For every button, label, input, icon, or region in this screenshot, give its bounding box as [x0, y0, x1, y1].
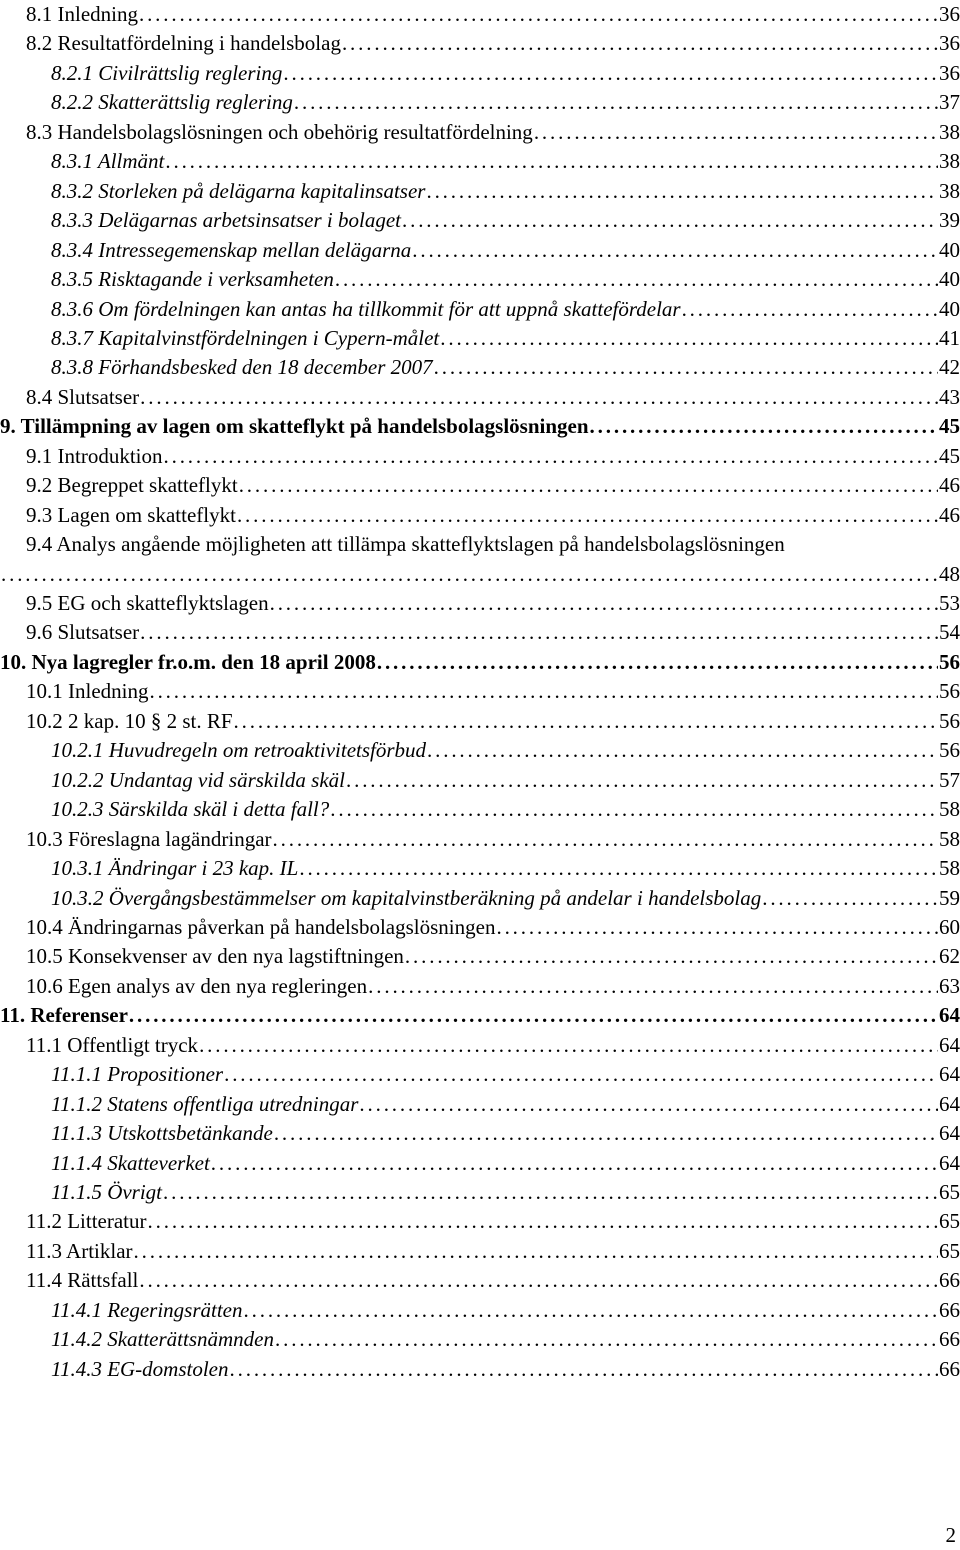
- dot-leader: [440, 324, 938, 353]
- toc-entry-page: 65: [939, 1238, 960, 1263]
- toc-entry-page: 63: [939, 973, 960, 998]
- toc-entry-label: 10.2 2 kap. 10 § 2 st. RF: [26, 708, 233, 733]
- toc-entry[interactable]: [0, 324, 960, 353]
- toc-entry-page: 56: [939, 708, 960, 733]
- toc-entry[interactable]: [0, 1325, 960, 1354]
- dot-leader: [426, 177, 938, 206]
- dot-leader: [377, 648, 938, 677]
- toc-entry[interactable]: [0, 648, 960, 677]
- toc-entry-page: 40: [939, 267, 960, 292]
- toc-entry[interactable]: [0, 1149, 960, 1178]
- toc-entry-page: 38: [939, 149, 960, 174]
- toc-entry-label[interactable]: 9.4 Analys angående möjligheten att tillämpa skatteflyktslagen på handelsbolagslösningen: [26, 532, 785, 557]
- toc-entry-label: 8.3.5 Risktagande i verksamheten: [51, 267, 334, 292]
- toc-entry[interactable]: [0, 707, 960, 736]
- toc-entry[interactable]: [0, 825, 960, 854]
- toc-entry-page: 36: [939, 60, 960, 85]
- toc-entry-page: 54: [939, 620, 960, 645]
- toc-entry-page: 58: [939, 826, 960, 851]
- dot-leader: [140, 383, 938, 412]
- toc-entry[interactable]: [0, 677, 960, 706]
- toc-entry-label: 8.3.3 Delägarnas arbetsinsatser i bolaget: [51, 208, 401, 233]
- toc-entry[interactable]: [0, 442, 960, 471]
- toc-entry-page: 66: [939, 1297, 960, 1322]
- toc-entry-label: 10.4 Ändringarnas påverkan på handelsbolagslösningen: [26, 914, 496, 939]
- toc-entry[interactable]: [0, 942, 960, 971]
- dot-leader: [496, 913, 938, 942]
- toc-entry[interactable]: [0, 265, 960, 294]
- toc-entry-label: 11.2 Litteratur: [26, 1209, 147, 1234]
- toc-entry-label: 9. Tillämpning av lagen om skatteflykt på handelsbolagslösningen: [0, 414, 589, 439]
- toc-entry-label: 10.3.1 Ändringar i 23 kap. IL: [51, 856, 299, 881]
- toc-entry[interactable]: [0, 236, 960, 265]
- toc-entry[interactable]: [0, 1355, 960, 1384]
- toc-entry-page: 65: [939, 1180, 960, 1204]
- dot-leader: [346, 766, 938, 795]
- toc-entry-page: 56: [939, 679, 960, 704]
- toc-entry-label: 11.3 Artiklar: [26, 1238, 133, 1263]
- dot-leader: [165, 147, 938, 176]
- toc-entry-label: 11.4.2 Skatterättsnämnden: [51, 1327, 275, 1352]
- toc-entry-label: 10.5 Konsekvenser av den nya lagstiftningen: [26, 944, 404, 969]
- toc-entry[interactable]: [0, 206, 960, 235]
- toc-entry[interactable]: [0, 1178, 960, 1207]
- toc-entry-label: 10. Nya lagregler fr.o.m. den 18 april 2008: [0, 649, 376, 674]
- toc-entry[interactable]: [0, 353, 960, 382]
- dot-leader: [140, 618, 938, 647]
- toc-entry[interactable]: [0, 383, 960, 412]
- toc-entry[interactable]: [0, 501, 960, 530]
- toc-entry-page: 64: [939, 1062, 960, 1087]
- toc-entry-label: 8.3.7 Kapitalvinstfördelningen i Cypern-målet: [51, 325, 440, 350]
- toc-entry-label: 8.2.1 Civilrättslig reglering: [51, 60, 283, 85]
- toc-entry[interactable]: [0, 766, 960, 795]
- toc-entry-page: 64: [939, 1121, 960, 1146]
- toc-entry-page: 38: [939, 178, 960, 203]
- toc-entry-page: 53: [939, 591, 960, 615]
- toc-entry-label: 9.1 Introduktion: [26, 443, 163, 468]
- toc-entry-label: 11.1.3 Utskottsbetänkande: [51, 1121, 273, 1146]
- dot-leader: [230, 1355, 938, 1384]
- toc-entry[interactable]: [0, 1207, 960, 1236]
- toc-entry[interactable]: [0, 59, 960, 88]
- dot-leader: [199, 1031, 938, 1060]
- toc-entry-label: 9.5 EG och skatteflyktslagen: [26, 591, 269, 615]
- toc-entry[interactable]: [0, 736, 960, 765]
- toc-entry-label: 8.3.1 Allmänt: [51, 149, 165, 174]
- dot-leader: [368, 972, 938, 1001]
- dot-leader: [427, 736, 938, 765]
- dot-leader: [359, 1090, 938, 1119]
- toc-entry[interactable]: [0, 177, 960, 206]
- dot-leader: [682, 295, 938, 324]
- toc-entry-page: 66: [939, 1268, 960, 1293]
- dot-leader: [412, 236, 938, 265]
- toc-entry-label: 11.4.3 EG-domstolen: [51, 1356, 229, 1381]
- toc-entry[interactable]: [0, 471, 960, 500]
- toc-entry-label: 8.2.2 Skatterättslig reglering: [51, 90, 293, 115]
- toc-entry-page: 36: [939, 2, 960, 26]
- toc-entry-page: 57: [939, 767, 960, 792]
- toc-entry-page: 42: [939, 355, 960, 380]
- dot-leader: [534, 118, 938, 147]
- toc-entry-page: 40: [939, 237, 960, 262]
- toc-entry-page: 37: [939, 90, 960, 115]
- toc-entry[interactable]: [0, 1119, 960, 1148]
- dot-leader: [134, 1237, 938, 1266]
- toc-entry-page: 39: [939, 208, 960, 233]
- toc-entry-page: 62: [939, 944, 960, 969]
- toc-entry[interactable]: [0, 854, 960, 883]
- toc-entry-label: 8.3.6 Om fördelningen kan antas ha tillkommit för att uppnå skattefördelar: [51, 296, 681, 321]
- toc-entry[interactable]: [0, 1031, 960, 1060]
- dot-leader: [270, 589, 938, 618]
- dot-leader: [239, 471, 938, 500]
- page-number: 2: [945, 1523, 956, 1547]
- dot-leader: [237, 501, 938, 530]
- toc-entry[interactable]: [0, 118, 960, 147]
- dot-leader: [342, 29, 938, 58]
- toc-entry[interactable]: [0, 560, 960, 589]
- toc-entry-page: 59: [939, 885, 960, 910]
- dot-leader: [1, 560, 938, 589]
- dot-leader: [283, 59, 938, 88]
- toc-entry-label: 11.1.5 Övrigt: [51, 1180, 163, 1204]
- toc-entry-label: 11.1.4 Skatteverket: [51, 1150, 210, 1175]
- toc-entry-page: 64: [939, 1150, 960, 1175]
- toc-entry[interactable]: [0, 913, 960, 942]
- toc-entry-label: 11.1.1 Propositioner: [51, 1062, 224, 1087]
- toc-entry-page: 46: [939, 473, 960, 498]
- toc-entry[interactable]: [0, 1001, 960, 1030]
- dot-leader: [224, 1060, 938, 1089]
- toc-entry-page: 36: [939, 31, 960, 56]
- toc-entry-label: 8.2 Resultatfördelning i handelsbolag: [26, 31, 341, 56]
- toc-entry-page: 64: [939, 1032, 960, 1057]
- toc-entry-page: 48: [939, 561, 960, 586]
- toc-entry-page: 64: [939, 1091, 960, 1116]
- dot-leader: [330, 795, 938, 824]
- toc-entry-page: 60: [939, 914, 960, 939]
- toc-entry[interactable]: [0, 1266, 960, 1295]
- toc-entry-label: 11.1.2 Statens offentliga utredningar: [51, 1091, 359, 1116]
- toc-entry-page: 64: [939, 1003, 960, 1028]
- toc-entry-page: 38: [939, 119, 960, 144]
- dot-leader: [234, 707, 938, 736]
- dot-leader: [590, 412, 938, 441]
- toc-entry-label: 10.3.2 Övergångsbestämmelser om kapitalvinstberäkning på andelar i handelsbolag: [51, 885, 762, 910]
- dot-leader: [163, 1178, 938, 1207]
- toc-entry-page: 56: [939, 649, 960, 674]
- dot-leader: [273, 825, 938, 854]
- toc-entry-label: 10.1 Inledning: [26, 679, 149, 704]
- dot-leader: [211, 1149, 938, 1178]
- toc-entry[interactable]: [0, 88, 960, 117]
- toc-entry-page: 58: [939, 797, 960, 822]
- toc-entry-label: 8.1 Inledning: [26, 2, 138, 26]
- toc-entry-label: 11.4.1 Regeringsrätten: [51, 1297, 243, 1322]
- toc-entry-label: 9.2 Begreppet skatteflykt: [26, 473, 238, 498]
- toc-entry[interactable]: [0, 795, 960, 824]
- dot-leader: [762, 884, 938, 913]
- toc-entry-label: 8.3.2 Storleken på delägarna kapitalinsatser: [51, 178, 426, 203]
- dot-leader: [274, 1119, 938, 1148]
- toc-entry-page: 40: [939, 296, 960, 321]
- toc-entry[interactable]: [0, 29, 960, 58]
- toc-entry-label: 10.3 Föreslagna lagändringar: [26, 826, 272, 851]
- toc-entry-label: 10.2.3 Särskilda skäl i detta fall?: [51, 797, 330, 822]
- toc-entry[interactable]: [0, 0, 960, 29]
- toc-entry-page: 58: [939, 856, 960, 881]
- toc-entry-label: 11.4 Rättsfall: [26, 1268, 139, 1293]
- toc-entry-page: 65: [939, 1209, 960, 1234]
- toc-entry-label: 9.6 Slutsatser: [26, 620, 140, 645]
- dot-leader: [402, 206, 938, 235]
- toc-entry[interactable]: [0, 1090, 960, 1119]
- dot-leader: [164, 442, 939, 471]
- toc-entry-page: 45: [939, 443, 960, 468]
- dot-leader: [405, 942, 938, 971]
- dot-leader: [139, 0, 938, 29]
- dot-leader: [299, 854, 938, 883]
- dot-leader: [244, 1296, 938, 1325]
- toc-entry[interactable]: [0, 618, 960, 647]
- toc-entry-label: 10.2.2 Undantag vid särskilda skäl: [51, 767, 345, 792]
- toc-entry-label: 11.1 Offentligt tryck: [26, 1032, 199, 1057]
- toc-entry[interactable]: [0, 1060, 960, 1089]
- toc-entry[interactable]: [0, 1237, 960, 1266]
- toc-entry-page: 66: [939, 1327, 960, 1352]
- toc-entry-page: 56: [939, 738, 960, 763]
- toc-entry[interactable]: [0, 295, 960, 324]
- toc-entry[interactable]: [0, 147, 960, 176]
- toc-entry[interactable]: [0, 1296, 960, 1325]
- toc-entry-label: 9.3 Lagen om skatteflykt: [26, 502, 236, 527]
- toc-entry-page: 43: [939, 384, 960, 409]
- dot-leader: [129, 1001, 938, 1030]
- toc-entry-label: 10.2.1 Huvudregeln om retroaktivitetsförbud: [51, 738, 427, 763]
- toc-entry-page: 41: [939, 325, 960, 350]
- toc-entry-label: 8.3.8 Förhandsbesked den 18 december 2007: [51, 355, 433, 380]
- toc-entry[interactable]: [0, 972, 960, 1001]
- toc-entry-page: 46: [939, 502, 960, 527]
- dot-leader: [148, 1207, 938, 1236]
- toc-entry-label: 8.3 Handelsbolagslösningen och obehörig resultatfördelning: [26, 119, 533, 144]
- toc-entry[interactable]: [0, 884, 960, 913]
- dot-leader: [434, 353, 938, 382]
- toc-entry-page: 45: [939, 414, 960, 439]
- toc-entry-label: 8.3.4 Intressegemenskap mellan delägarna: [51, 237, 412, 262]
- toc-entry-label: 8.4 Slutsatser: [26, 384, 140, 409]
- dot-leader: [275, 1325, 938, 1354]
- toc-entry[interactable]: [0, 412, 960, 441]
- toc-entry-page: 66: [939, 1356, 960, 1381]
- toc-entry-label: 10.6 Egen analys av den nya regleringen: [26, 973, 368, 998]
- toc-entry-label: 11. Referenser: [0, 1003, 128, 1028]
- dot-leader: [335, 265, 938, 294]
- toc-entry[interactable]: [0, 589, 960, 618]
- dot-leader: [294, 88, 938, 117]
- dot-leader: [139, 1266, 938, 1295]
- dot-leader: [149, 677, 938, 706]
